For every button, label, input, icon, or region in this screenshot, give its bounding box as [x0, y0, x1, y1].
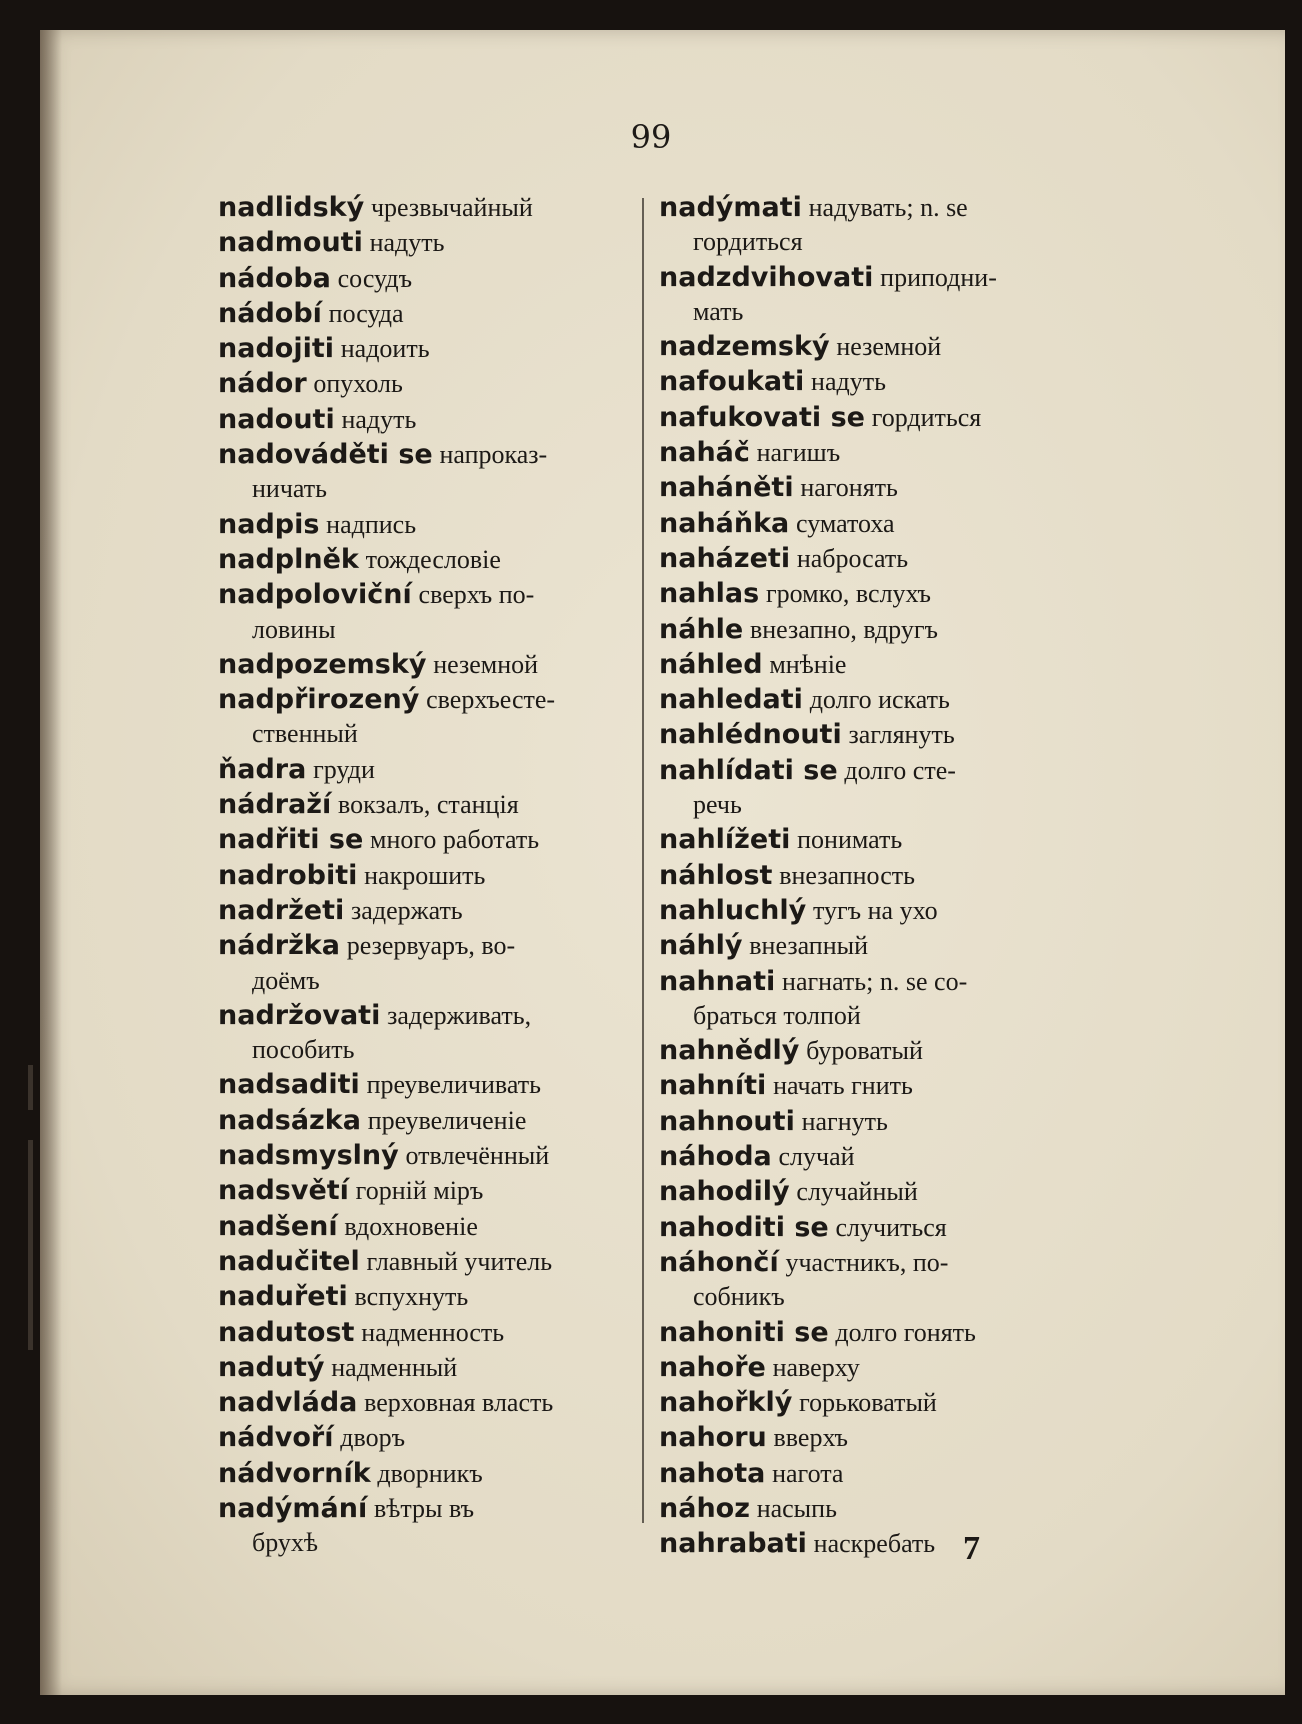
dictionary-entry — [218, 1350, 638, 1385]
headword: nához — [659, 1492, 750, 1524]
translation: надменность — [361, 1317, 505, 1347]
translation: нагишъ — [756, 438, 841, 468]
translation: чрезвычайный — [370, 193, 533, 222]
translation: дворникъ — [377, 1458, 483, 1488]
headword: nahnouti — [659, 1105, 795, 1137]
translation: мнѣніе — [769, 649, 847, 679]
dictionary-entry — [218, 752, 638, 787]
dictionary-entry — [659, 822, 1079, 857]
translation-continuation: брухѣ — [252, 1528, 319, 1558]
dictionary-entry — [218, 858, 638, 893]
headword: naházeti — [659, 542, 791, 574]
translation: долго искать — [809, 685, 950, 715]
translation: громко, вслухъ — [765, 579, 931, 609]
dictionary-entry — [218, 225, 638, 260]
dictionary-entry — [659, 576, 1079, 611]
translation: горній міръ — [355, 1176, 484, 1206]
headword: nadsaditi — [218, 1069, 360, 1101]
headword: nadsvětí — [218, 1175, 349, 1207]
left-column — [218, 190, 638, 1561]
headword: nadouti — [218, 403, 335, 435]
headword: naháňka — [659, 507, 790, 539]
dictionary-entry — [659, 682, 1079, 717]
translation: нагота — [772, 1458, 844, 1488]
translation: случай — [778, 1142, 855, 1172]
dictionary-entry — [659, 1491, 1079, 1526]
dictionary-entry — [218, 998, 638, 1068]
headword: nahlížeti — [659, 824, 791, 856]
translation-continuation: собникъ — [693, 1282, 785, 1312]
translation: резервуаръ, во- — [346, 931, 516, 961]
headword: nahodilý — [659, 1176, 790, 1208]
translation: гордиться — [871, 402, 982, 432]
translation: надменный — [331, 1352, 458, 1382]
headword: nadojiti — [218, 333, 334, 365]
translation: тождесловіе — [365, 544, 501, 574]
headword: nadpřirozený — [218, 684, 420, 716]
translation: внезапный — [749, 931, 869, 961]
dictionary-entry — [659, 1068, 1079, 1103]
headword: nadplněk — [218, 543, 359, 575]
translation: долго сте- — [844, 755, 956, 785]
headword: nadpis — [218, 508, 320, 540]
dictionary-entry — [218, 1209, 638, 1244]
translation: неземной — [836, 332, 942, 362]
translation: нагнуть — [801, 1106, 888, 1136]
dictionary-entry — [659, 435, 1079, 470]
headword: nahota — [659, 1457, 766, 1489]
dictionary-entry — [218, 1103, 638, 1138]
headword: nahoře — [659, 1351, 766, 1383]
dictionary-entry — [218, 296, 638, 331]
headword: nahoru — [659, 1422, 767, 1454]
dictionary-entry — [218, 647, 638, 682]
headword: nahnati — [659, 965, 776, 997]
headword: nadšení — [218, 1210, 338, 1242]
translation: много работать — [370, 825, 540, 855]
dictionary-entry — [218, 1315, 638, 1350]
headword: nahníti — [659, 1070, 767, 1102]
headword: nadlidský — [218, 192, 365, 223]
translation: случайный — [796, 1177, 918, 1207]
headword: nadřiti se — [218, 824, 364, 856]
translation-continuation: пособить — [252, 1035, 355, 1065]
translation-continuation: ловины — [252, 614, 336, 644]
headword: nadučitel — [218, 1245, 360, 1277]
headword: náhle — [659, 613, 744, 645]
translation-continuation: доёмъ — [252, 965, 320, 995]
dictionary-entry — [218, 1244, 638, 1279]
translation: тугъ на ухо — [812, 895, 938, 925]
headword: nahořklý — [659, 1387, 793, 1419]
dictionary-entry — [218, 1385, 638, 1420]
headword: nadzemský — [659, 331, 830, 363]
translation-continuation: ничать — [252, 474, 327, 504]
headword: nadováděti se — [218, 439, 433, 471]
headword: nahledati — [659, 684, 803, 716]
translation: неземной — [433, 649, 539, 679]
translation: верховная власть — [364, 1388, 554, 1418]
dictionary-entry — [659, 612, 1079, 647]
translation: случиться — [835, 1212, 947, 1242]
headword: nádržka — [218, 930, 340, 962]
dictionary-entry — [218, 577, 638, 647]
translation: сосудъ — [337, 263, 413, 293]
dictionary-entry — [659, 928, 1079, 963]
translation: горьковатый — [799, 1388, 937, 1418]
dictionary-entry — [218, 682, 638, 752]
translation-continuation: гордиться — [693, 227, 803, 257]
headword: nadsmyslný — [218, 1140, 399, 1172]
translation: накрошить — [364, 860, 486, 890]
dictionary-entry — [659, 1385, 1079, 1420]
headword: nahluchlý — [659, 894, 807, 926]
translation: главный учитель — [366, 1246, 553, 1276]
translation: нагонять — [800, 473, 898, 503]
translation: преувеличеніе — [367, 1105, 527, 1135]
translation: участникъ, по- — [785, 1247, 949, 1277]
translation: задерживать, — [387, 1000, 532, 1030]
dictionary-entry — [218, 190, 638, 225]
translation: задержать — [351, 895, 463, 925]
translation: груди — [313, 754, 375, 784]
translation: внезапно, вдругъ — [749, 614, 938, 644]
headword: nahlas — [659, 578, 760, 610]
dictionary-entry — [659, 1104, 1079, 1139]
translation: вѣтры въ — [373, 1493, 475, 1523]
dictionary-entry — [659, 717, 1079, 752]
headword: nadmouti — [218, 227, 363, 259]
headword: náhončí — [659, 1246, 779, 1278]
edge-mark — [28, 1065, 33, 1110]
dictionary-entry — [659, 364, 1079, 399]
translation: надуть — [341, 404, 417, 434]
translation: отвлечённый — [405, 1141, 550, 1171]
translation: наверху — [772, 1352, 860, 1382]
translation: напроказ- — [439, 440, 548, 470]
dictionary-entry — [218, 1067, 638, 1102]
headword: ňadra — [218, 753, 307, 785]
dictionary-entry — [659, 1174, 1079, 1209]
dictionary-entry — [659, 753, 1079, 823]
edge-mark — [28, 1140, 33, 1350]
headword: nadýmati — [659, 192, 802, 223]
dictionary-entry — [659, 329, 1079, 364]
headword: nadzdvihovati — [659, 261, 874, 293]
dictionary-entry — [659, 506, 1079, 541]
translation: буроватый — [806, 1036, 923, 1066]
dictionary-entry — [218, 787, 638, 822]
headword: nadutý — [218, 1351, 325, 1383]
page-number: 99 — [630, 118, 672, 156]
headword: nahlédnouti — [659, 719, 842, 751]
translation: начать гнить — [773, 1071, 913, 1101]
dictionary-entry — [218, 1491, 638, 1561]
headword: nadvláda — [218, 1387, 358, 1419]
dictionary-entry — [659, 190, 1079, 260]
headword: nahlídati se — [659, 754, 838, 786]
headword: nádvorník — [218, 1457, 371, 1489]
translation: посуда — [328, 298, 404, 328]
dictionary-entry — [659, 1139, 1079, 1174]
dictionary-entry — [218, 366, 638, 401]
headword: nádoba — [218, 262, 331, 294]
translation-continuation: браться толпой — [693, 1000, 861, 1030]
translation: дворъ — [340, 1423, 406, 1453]
translation: суматоха — [796, 508, 895, 538]
dictionary-entry — [218, 507, 638, 542]
dictionary-entry — [218, 1173, 638, 1208]
translation: надуть — [811, 367, 886, 397]
dictionary-entry — [218, 331, 638, 366]
column-divider — [642, 198, 644, 1523]
translation: опухоль — [313, 369, 403, 399]
headword: nádvoří — [218, 1422, 334, 1454]
translation: надоить — [340, 334, 430, 364]
translation: надпись — [326, 509, 417, 539]
dictionary-entry — [659, 1210, 1079, 1245]
headword: nádraží — [218, 789, 332, 821]
dictionary-entry — [659, 893, 1079, 928]
translation: сверхъ по- — [418, 580, 535, 610]
translation: нагнать; n. se со- — [782, 966, 968, 996]
headword: naháněti — [659, 472, 794, 504]
headword: nafoukati — [659, 366, 805, 398]
dictionary-entry — [659, 1420, 1079, 1455]
translation: насыпь — [756, 1493, 837, 1523]
headword: naduřeti — [218, 1281, 348, 1313]
dictionary-entry — [218, 542, 638, 577]
dictionary-entry — [659, 260, 1079, 330]
dictionary-entry — [659, 964, 1079, 1034]
translation-continuation: мать — [693, 296, 744, 326]
headword: nadpozemský — [218, 648, 427, 680]
headword: nafukovati se — [659, 401, 865, 433]
translation: заглянуть — [848, 720, 955, 750]
signature-mark: 7 — [963, 1530, 980, 1567]
dictionary-entry — [659, 647, 1079, 682]
dictionary-entry — [659, 1033, 1079, 1068]
dictionary-entry — [659, 1315, 1079, 1350]
headword: náhled — [659, 648, 763, 680]
translation-continuation: речь — [693, 790, 742, 820]
headword: nahrabati — [659, 1528, 807, 1560]
right-column — [659, 190, 1079, 1562]
translation: вдохновеніе — [344, 1211, 478, 1241]
translation: надуть — [369, 228, 445, 258]
headword: nadrobiti — [218, 859, 358, 891]
headword: nadsázka — [218, 1104, 361, 1136]
translation: набросать — [796, 543, 909, 573]
translation: наскребать — [813, 1529, 936, 1559]
headword: náhlý — [659, 930, 743, 962]
translation: сверхъесте- — [426, 685, 556, 715]
dictionary-entry — [659, 541, 1079, 576]
headword: nahnědlý — [659, 1035, 800, 1067]
dictionary-entry — [218, 928, 638, 998]
dictionary-entry — [659, 1245, 1079, 1315]
dictionary-entry — [659, 858, 1079, 893]
translation: долго гонять — [835, 1317, 976, 1347]
dictionary-entry — [218, 402, 638, 437]
dictionary-entry — [218, 1420, 638, 1455]
headword: nádobí — [218, 297, 322, 329]
gutter-shadow — [40, 30, 62, 1695]
headword: nadržovati — [218, 999, 381, 1031]
dictionary-entry — [218, 1138, 638, 1173]
headword: naháč — [659, 437, 750, 469]
dictionary-entry — [218, 261, 638, 296]
headword: náhlost — [659, 859, 773, 891]
translation: внезапность — [779, 860, 915, 890]
headword: nahoniti se — [659, 1316, 829, 1348]
headword: nádor — [218, 368, 307, 400]
dictionary-entry — [218, 1279, 638, 1314]
dictionary-entry — [659, 1350, 1079, 1385]
translation: вверхъ — [773, 1423, 848, 1453]
translation: надувать; n. se — [808, 193, 968, 222]
dictionary-entry — [659, 400, 1079, 435]
headword: nadutost — [218, 1316, 355, 1348]
translation-continuation: ственный — [252, 719, 358, 749]
translation: вспухнуть — [354, 1282, 469, 1312]
translation: понимать — [797, 825, 903, 855]
translation: вокзалъ, станція — [338, 790, 519, 820]
dictionary-entry — [218, 893, 638, 928]
headword: nadržeti — [218, 894, 345, 926]
translation: приподни- — [880, 262, 997, 292]
headword: nadpoloviční — [218, 579, 412, 611]
headword: nahoditi se — [659, 1211, 829, 1243]
dictionary-entry — [218, 437, 638, 507]
headword: náhoda — [659, 1141, 772, 1173]
dictionary-entry — [659, 1526, 1079, 1561]
dictionary-entry — [218, 1456, 638, 1491]
dictionary-entry — [659, 470, 1079, 505]
dictionary-entry — [659, 1456, 1079, 1491]
headword: nadýmání — [218, 1492, 368, 1524]
dictionary-entry — [218, 822, 638, 857]
translation: преувеличивать — [366, 1070, 541, 1100]
